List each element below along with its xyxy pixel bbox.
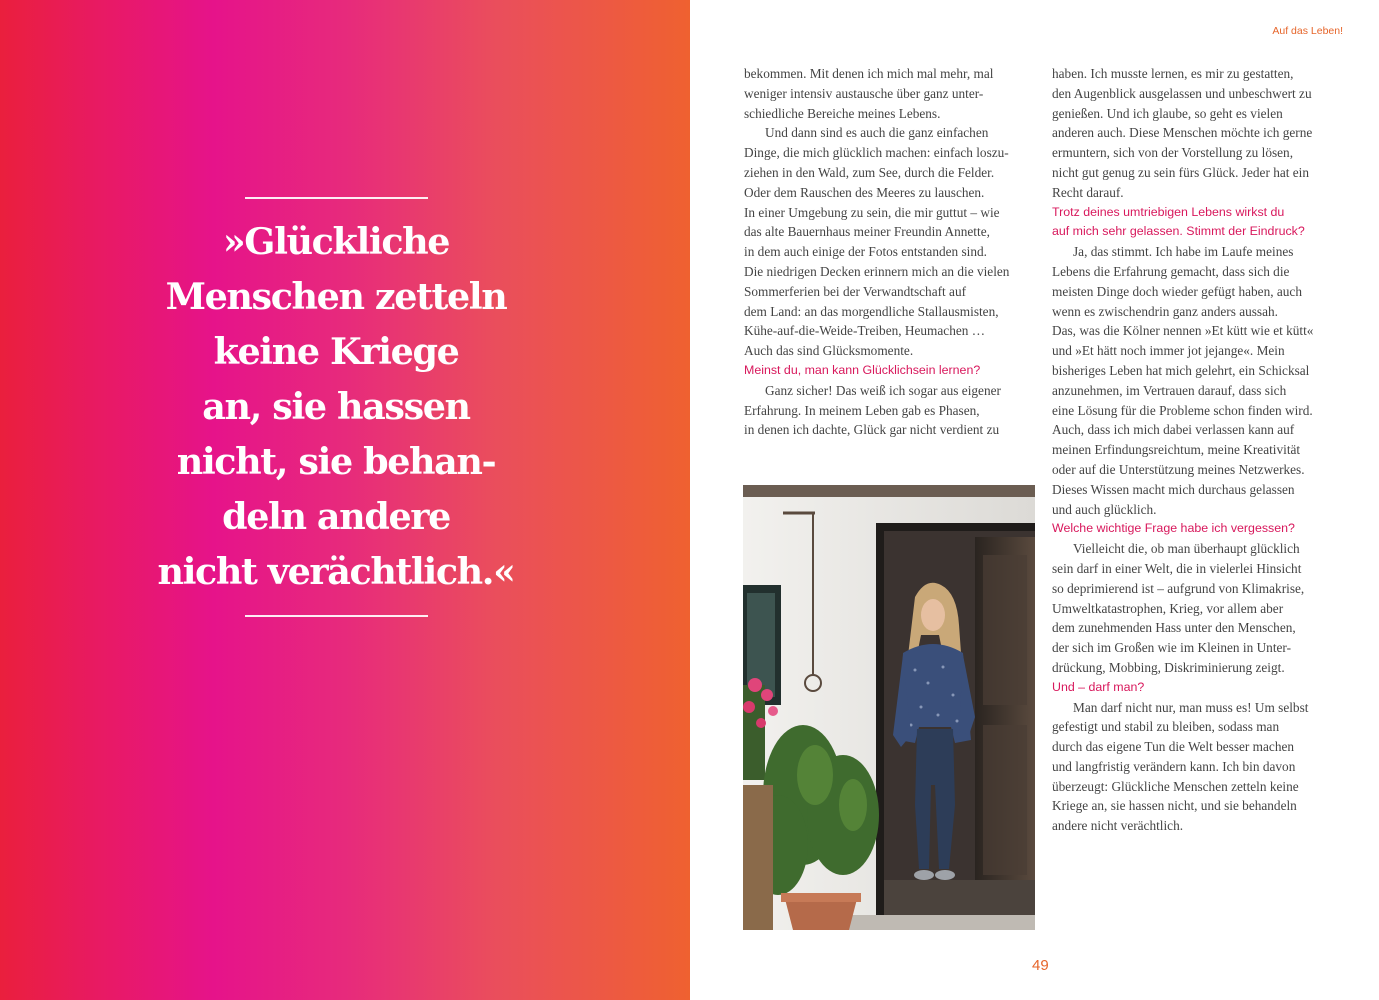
body-text-line: Erfahrung. In meinem Leben gab es Phasen, <box>744 402 980 418</box>
body-text-line: meisten Dinge doch wieder gefügt haben, auch <box>1052 283 1302 299</box>
text-column-right <box>1052 64 1352 836</box>
body-text-line: Dieses Wissen macht mich durchaus gelassen <box>1052 481 1295 497</box>
body-text-line: und langfristig verändern kann. Ich bin davon <box>1052 758 1296 774</box>
quote-line: Menschen zetteln <box>165 275 507 318</box>
body-text-line: ziehen in den Wald, zum See, durch die Felder. <box>744 164 995 180</box>
body-text-line: schiedliche Bereiche meines Lebens. <box>744 105 941 121</box>
body-text-line: Ganz sicher! Das weiß ich sogar aus eigener <box>765 382 1001 398</box>
body-text-line: eine Lösung für die Probleme schon finden wird. <box>1052 402 1313 418</box>
body-text-line: Sommerferien bei der Verwandtschaft auf <box>744 283 967 299</box>
pull-quote <box>110 214 562 599</box>
body-text-line: Lebens die Erfahrung gemacht, dass sich die <box>1052 263 1290 279</box>
body-text-line: das alte Bauernhaus meiner Freundin Annette, <box>744 224 990 240</box>
body-text-line: sein darf in einer Welt, die in vielerlei Hinsicht <box>1052 560 1302 576</box>
body-text-line: weniger intensiv austausche über ganz unter- <box>744 85 984 101</box>
body-text-line: genießen. Und ich glaube, so geht es vielen <box>1052 105 1283 121</box>
running-head: Auf das Leben! <box>1272 25 1343 37</box>
interview-question: Und – darf man? <box>1052 679 1145 694</box>
interview-question: Trotz deines umtriebigen Lebens wirkst du <box>1052 204 1285 219</box>
body-text-line: bekommen. Mit denen ich mich mal mehr, mal <box>744 66 994 81</box>
body-text-line: Recht darauf. <box>1052 184 1124 200</box>
quote-line: »Glückliche <box>222 220 450 263</box>
quote-line: an, sie hassen <box>202 385 470 428</box>
body-text-line: Oder dem Rauschen des Meeres zu lauschen. <box>744 184 985 200</box>
body-text-line: und »Et hätt noch immer jot jejange«. Mein <box>1052 343 1285 359</box>
body-text-line: ermuntern, sich von der Vorstellung zu lösen, <box>1052 145 1294 161</box>
body-text-line: Dinge, die mich glücklich machen: einfach loszu- <box>744 145 1009 161</box>
body-text-line: den Augenblick ausgelassen und unbeschwert zu <box>1052 85 1312 101</box>
body-text-line: nicht gut genug zu sein fürs Glück. Jeder hat ein <box>1052 164 1310 180</box>
quote-line: deln andere <box>222 495 450 538</box>
interview-question: Welche wichtige Frage habe ich vergessen? <box>1052 521 1295 536</box>
body-text-line: Vielleicht die, ob man überhaupt glücklich <box>1073 541 1300 557</box>
quote-line: keine Kriege <box>213 330 459 373</box>
body-text-line: Kühe-auf-die-Weide-Treiben, Heumachen … <box>744 323 986 339</box>
body-text-line: Auch, dass ich mich dabei verlassen kann auf <box>1052 422 1295 438</box>
quote-rule-bottom <box>245 615 428 617</box>
body-text-line: bisheriges Leben hat mich gelehrt, ein Schicksal <box>1052 362 1310 378</box>
body-text-line: Auch das sind Glücksmomente. <box>744 343 914 359</box>
interview-question: auf mich sehr gelassen. Stimmt der Eindruck? <box>1052 224 1305 239</box>
body-text-line: Das, was die Kölner nennen »Et kütt wie et kütt« <box>1052 323 1314 339</box>
body-text-line: andere nicht verächtlich. <box>1052 818 1184 834</box>
body-text-line: Umweltkatastrophen, Krieg, vor allem aber <box>1052 600 1284 616</box>
quote-line: nicht, sie behan- <box>176 440 496 483</box>
body-text-line: dem zunehmenden Hass unter den Menschen, <box>1052 620 1296 636</box>
body-text-line: drückung, Mobbing, Diskriminierung zeigt. <box>1052 659 1285 675</box>
body-text-line: dem Land: an das morgendliche Stallausmisten, <box>744 303 999 319</box>
portrait-photo <box>743 485 1035 930</box>
body-text-line: Man darf nicht nur, man muss es! Um selbst <box>1073 699 1309 715</box>
body-text-line: der sich im Großen wie im Kleinen in Unter- <box>1052 640 1292 656</box>
body-text-line: in dem auch einige der Fotos entstanden sind. <box>744 244 987 260</box>
body-text-line: anzunehmen, im Vertrauen darauf, dass sich <box>1052 382 1287 398</box>
body-text-line: oder auf die Unterstützung meines Netzwerkes. <box>1052 461 1305 477</box>
body-text-line: meinen Erfindungsreichtum, meine Kreativität <box>1052 442 1301 458</box>
body-text-line: haben. Ich musste lernen, es mir zu gestatten, <box>1052 66 1294 81</box>
page-number: 49 <box>1032 957 1049 974</box>
body-text-line: Die niedrigen Decken erinnern mich an die vielen <box>744 263 1010 279</box>
body-text-line: und auch glücklich. <box>1052 501 1157 517</box>
quote-line: nicht verächtlich.« <box>157 550 515 593</box>
body-text-line: gefestigt und stabil zu bleiben, sodass man <box>1052 719 1280 735</box>
body-text-line: Kriege an, sie hassen nicht, und sie behandeln <box>1052 798 1297 814</box>
body-text-line: wenn es zwischendrin ganz anders aussah. <box>1052 303 1278 319</box>
quote-rule-top <box>245 197 428 199</box>
body-text-line: Und dann sind es auch die ganz einfachen <box>765 125 989 141</box>
body-text-line: in denen ich dachte, Glück gar nicht verdient zu <box>744 422 1000 438</box>
body-text-line: durch das eigene Tun die Welt besser machen <box>1052 739 1295 755</box>
body-text-line: überzeugt: Glückliche Menschen zetteln keine <box>1052 778 1299 794</box>
text-column-left <box>744 64 1044 440</box>
body-text-line: Ja, das stimmt. Ich habe im Laufe meines <box>1073 244 1294 260</box>
photo-illustration <box>743 485 1035 930</box>
body-text-line: In einer Umgebung zu sein, die mir guttut – wie <box>744 204 1000 220</box>
interview-question: Meinst du, man kann Glücklichsein lernen? <box>744 362 981 377</box>
body-text-line: anderen auch. Diese Menschen möchte ich gerne <box>1052 125 1313 141</box>
body-text-line: so deprimierend ist – aufgrund von Klimakrise, <box>1052 580 1305 596</box>
